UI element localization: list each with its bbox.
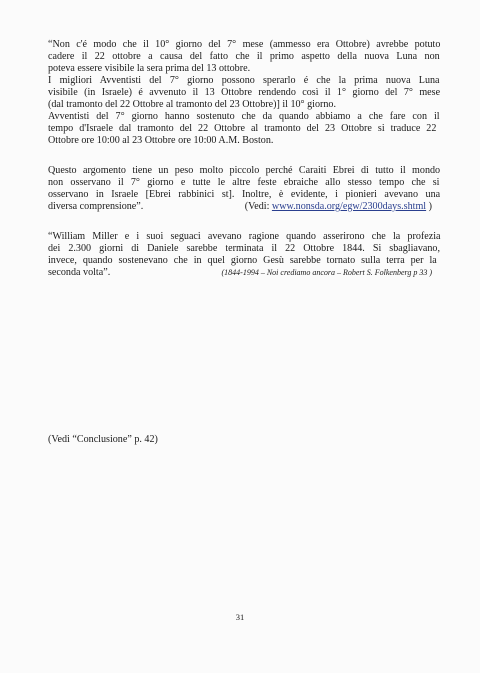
paragraph-1-line: Ottobre ore 10:00 al 23 Ottobre ore 10:00 A.M. Boston. [48,135,274,146]
paragraph-3-last-line [48,267,440,279]
citation-prefix: (Vedi: [244,201,272,212]
paragraph-1-line: Avventisti del 7° giorno hanno sostenuto che da quando abbiamo a che fare con il [48,111,440,122]
paragraph-3-line: “William Miller e i suoi seguaci avevano ragione quando asserirono che la profezia [48,231,441,242]
conclusion-reference: (Vedi “Conclusione” p. 42) [48,434,158,445]
paragraph-1-line: tempo d'Israele dal tramonto del 22 Ottobre al tramonto del 23 Ottobre si traduce 22 [48,123,437,134]
paragraph-1-line: (dal tramonto del 22 Ottobre al tramonto del 23 Ottobre)] il 10° giorno. [48,99,336,110]
paragraph-2-last-line [48,201,440,213]
paragraph-1-line: “Non c'é modo che il 10° giorno del 7° mese (ammesso era Ottobre) avrebbe potuto [48,39,441,50]
paragraph-2-line: non osservano il 7° giorno e tutte le altre feste ebraiche allo stesso tempo che si [48,177,440,188]
paragraph-1-line: visibile (in Israele) é avvenuto il 13 Ottobre rendendo così il 1° giorno del 7° mese [48,87,441,98]
source-citation [245,201,440,213]
paragraph-3 [48,231,440,279]
paragraph-1-line: cadere il 22 ottobre a causa del fatto che il primo aspetto della nuova Luna non [48,51,440,62]
book-citation: (1844-1994 – Noi crediamo ancora – Robert S. Folkenberg p 33 ) [221,268,432,277]
paragraph-1-line: poteva essere visibile la sera prima del 13 ottobre. [48,63,251,74]
paragraph-2-end-text: diversa comprensione”. [48,201,144,212]
paragraph-2-line: osservano in Israele [Ebrei rabbinici st]. Inoltre, è evidente, i pionieri avevano una [48,189,441,200]
source-link[interactable]: www.nonsda.org/egw/2300days.shtml [271,201,427,212]
paragraph-2 [48,165,440,213]
paragraph-3-line: invece, quando sostenevano che in quel giorno Gesù sarebbe tornato sulla terra per la [48,255,437,266]
citation-suffix: ) [426,201,432,212]
paragraph-1 [48,39,440,147]
paragraph-3-end-text: seconda volta”. [48,267,111,278]
page-number: 31 [235,612,245,622]
paragraph-1-line: I migliori Avventisti del 7° giorno possono sperarlo é che la prima nuova Luna [48,75,440,86]
paragraph-2-line: Questo argomento tiene un peso molto piccolo perché Caraiti Ebrei di tutto il mondo [48,165,441,176]
paragraph-3-line: dei 2.300 giorni di Daniele sarebbe terminata il 22 Ottobre 1844. Si sbagliavano, [48,243,441,254]
